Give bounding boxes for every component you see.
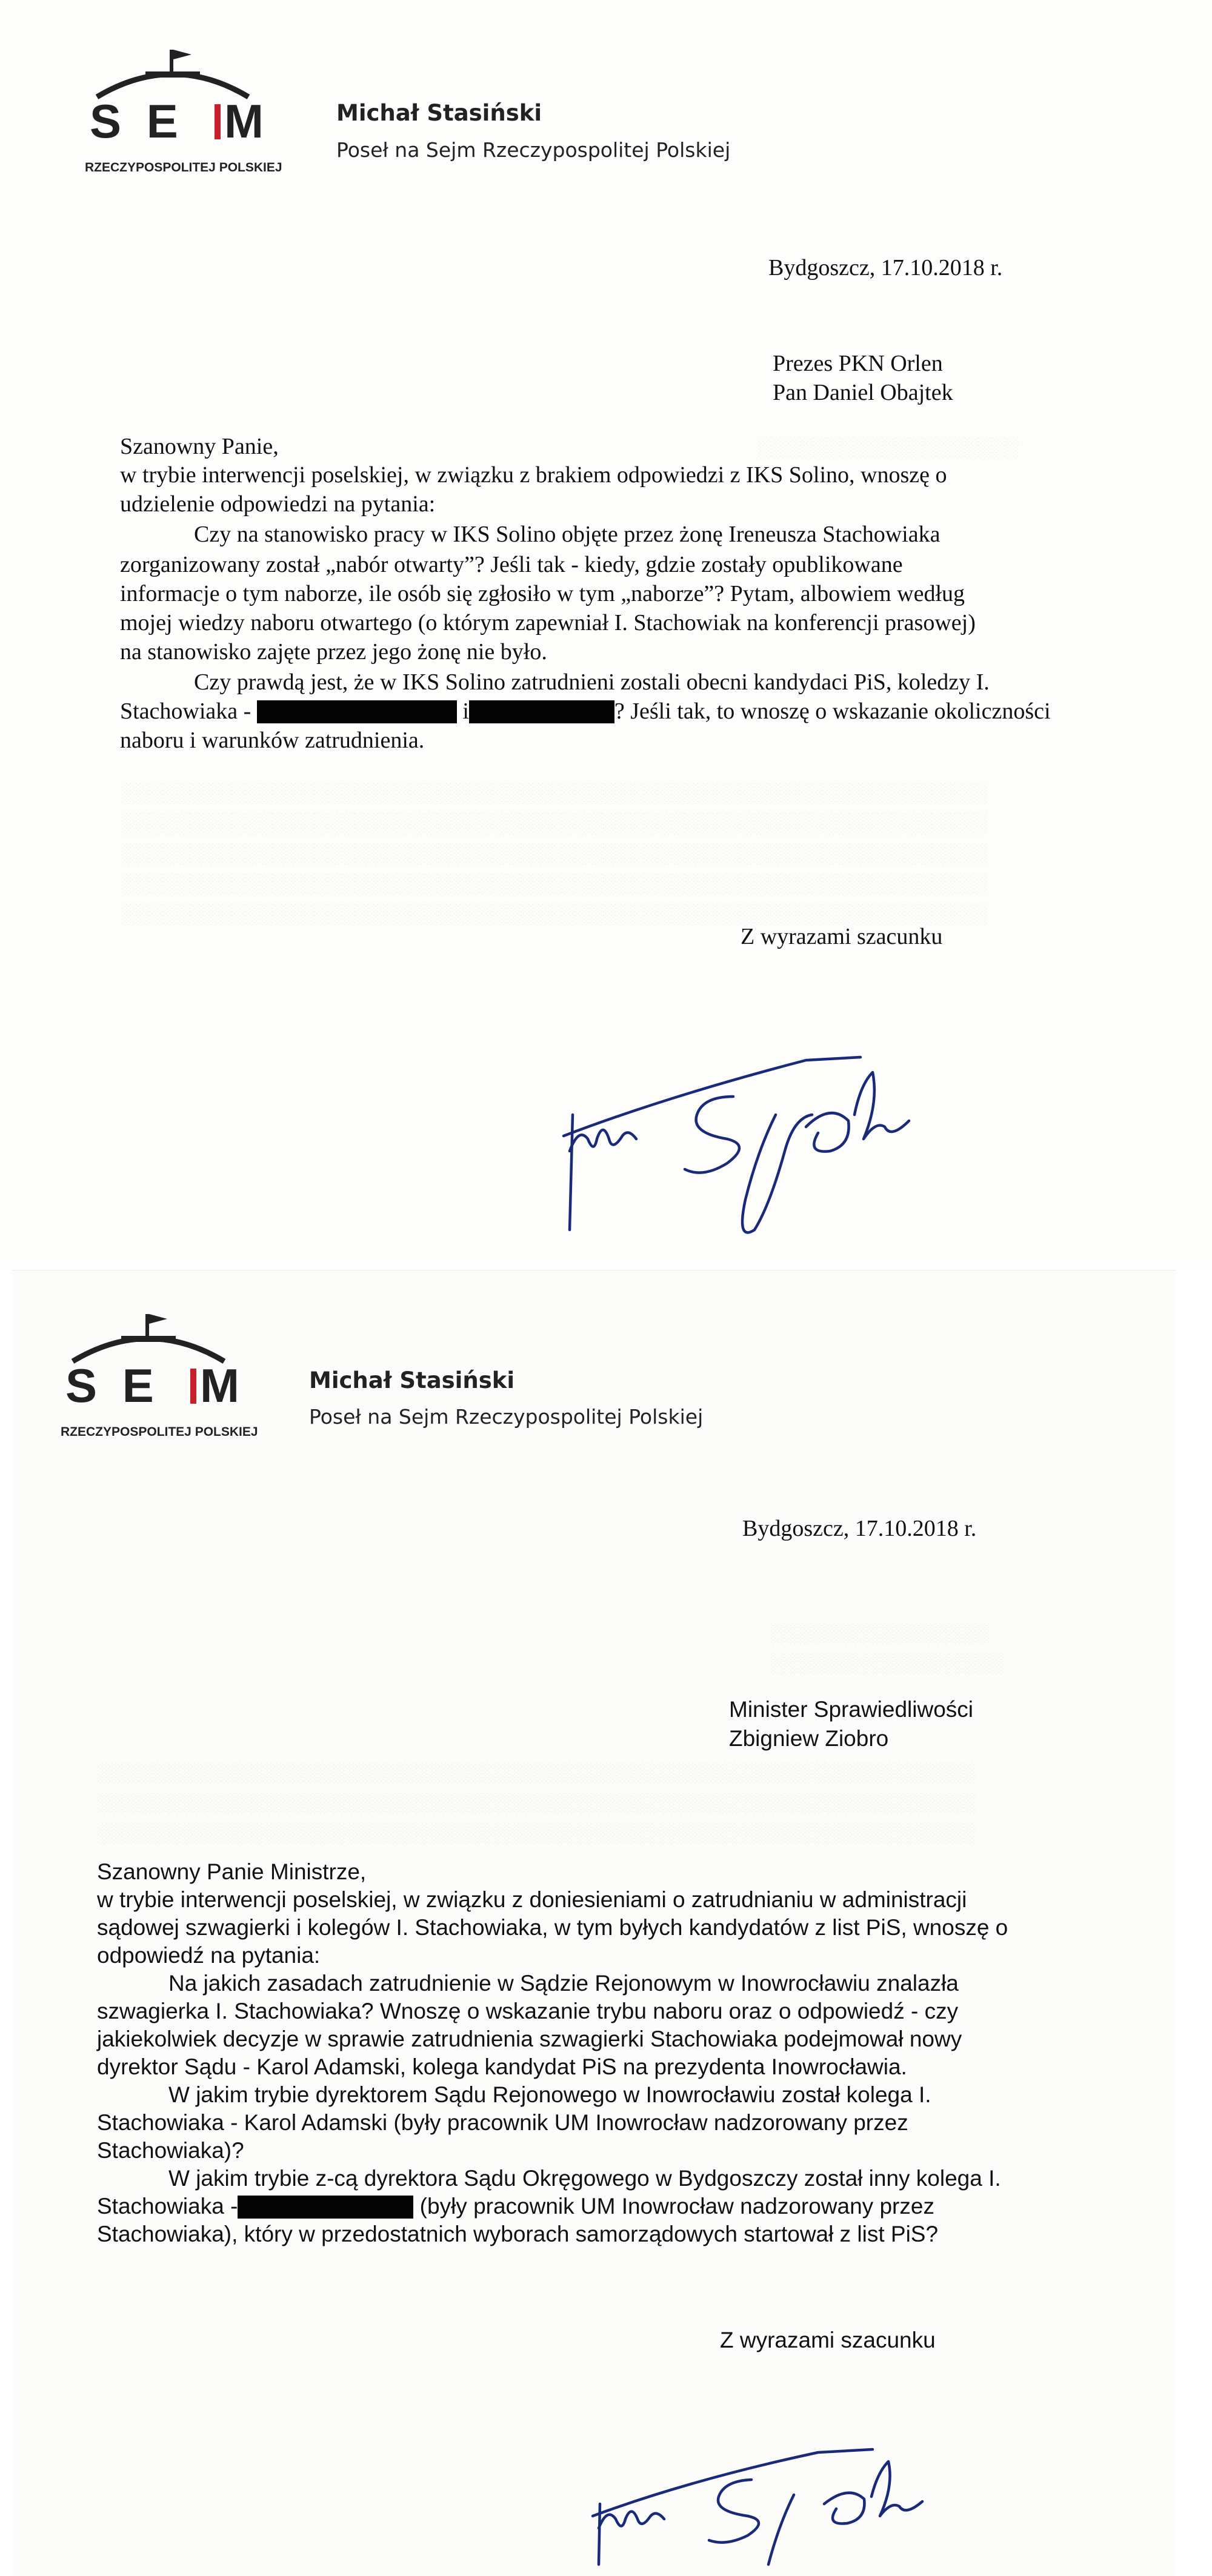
body-line-8: W jakim trybie dyrektorem Sądu Rejonowego w Inowrocławiu został kolega I. [168, 2082, 931, 2107]
body-line-4: Na jakich zasadach zatrudnienie w Sądzie Rejonowym w Inowrocławiu znalazła [168, 1971, 959, 1996]
body-text: Czy na stanowisko pracy w IKS Solino objęte przez żonę Ireneusza Stachowiaka [194, 522, 941, 547]
bleed-through-text: ░░░░░░░░░░░░░░░░░░░░░░░░░░░░░░░░░░░░░░░░░░░░░░░░░░░░░░░░░░░░░░░░ [97, 1791, 976, 1813]
body-line-7: na stanowisko zajęte przez jego żonę nie było. [120, 639, 547, 665]
bleed-through-text: ░░░░░░░░░░░░░░░░░░░░░░░░░░░░░░░░░░░░░░░░░░░░░░░░░░░░░░░░░░░░░░░ [121, 903, 987, 925]
body-line-8 [194, 669, 1109, 695]
closing: Z wyrazami szacunku [741, 924, 943, 949]
logo-wordmark-left: S E [65, 1359, 160, 1412]
bleed-through-text: ░░░░░░░░░░░░░░░░░░░░░░░░░░░░░░░░░░░░░░░░░░░░░░░░░░░░░░░░░░░░░░░ [121, 812, 987, 834]
body-text: i [462, 699, 469, 724]
body-line-13: Stachowiaka), który w przedostatnich wyborach samorządowych startował z list PiS? [97, 2222, 939, 2246]
letter-date: Bydgoszcz, 17.10.2018 r. [742, 1516, 977, 1541]
body-line-9 [120, 698, 1051, 725]
salutation: Szanowny Panie, [120, 434, 279, 459]
bleed-through-text: ░░░░░░░░░░░░░░░░░░░ [758, 436, 1019, 458]
body-line-1 [120, 462, 1109, 488]
signature [576, 2443, 964, 2571]
body-line-5: szwagierka I. Stachowiaka? Wnoszę o wskazanie trybu naboru oraz o odpowiedź - czy [97, 1999, 959, 2023]
recipient-line-1: Prezes PKN Orlen [773, 351, 943, 376]
body-line-3 [194, 521, 1109, 548]
body-line-6 [120, 609, 1109, 636]
body-text: Stachowiaka - [97, 2194, 238, 2219]
body-text: ? Jeśli tak, to wnoszę o wskazanie okoliczności [614, 699, 1051, 724]
sejm-logo [48, 1301, 258, 1446]
body-line-12 [97, 2194, 934, 2219]
bleed-through-text: ░░░░░░░░░░░░░░░░░░░░░░░░░░░░░░░░░░░░░░░░░░░░░░░░░░░░░░░░░░░░░░░░ [97, 1761, 976, 1783]
mp-name: Michał Stasiński [309, 1367, 515, 1393]
body-text: Czy prawdą jest, że w IKS Solino zatrudnieni zostali obecni kandydaci PiS, koledzy I. [194, 669, 990, 695]
body-line-6: jakiekolwiek decyzje w sprawie zatrudnienia szwagierki Stachowiaka podejmował nowy [97, 2027, 962, 2051]
body-line-4 [120, 551, 1109, 578]
body-text: informacje o tym naborze, ile osób się zgłosiło w tym „naborze”? Pytam, albowiem według [120, 581, 965, 606]
bleed-through-text: ░░░░░░░░░░░░░░░░░ [770, 1652, 1004, 1674]
logo-wordmark-right: M [200, 1359, 239, 1412]
bleed-through-text: ░░░░░░░░░░░░░░░░░░░░░░░░░░░░░░░░░░░░░░░░░░░░░░░░░░░░░░░░░░░░░░░ [121, 872, 987, 894]
letter-date: Bydgoszcz, 17.10.2018 r. [768, 255, 1003, 281]
bleed-through-text: ░░░░░░░░░░░░░░░░░░░░░░░░░░░░░░░░░░░░░░░░░░░░░░░░░░░░░░░░░░░░░░░ [121, 782, 987, 803]
body-line-5 [120, 580, 1109, 607]
body-line-1: w trybie interwencji poselskiej, w związku z doniesieniami o zatrudnianiu w administracji [97, 1887, 967, 1912]
bleed-through-text: ░░░░░░░░░░░░░░░░ [770, 1622, 990, 1644]
body-text: zorganizowany został „nabór otwarty”? Jeśli tak - kiedy, gdzie zostały opublikowane [120, 552, 903, 577]
redacted-name [238, 2196, 413, 2219]
bleed-through-text: ░░░░░░░░░░░░░░░░░░░░░░░░░░░░░░░░░░░░░░░░░░░░░░░░░░░░░░░░░░░░░░░░ [97, 1822, 976, 1844]
body-text: Stachowiaka - [120, 699, 251, 724]
bleed-through-text: ░░░░░░░░░░░░░░░░░░░░░░░░░░░░░░░░░░░░░░░░░░░░░░░░░░░░░░░░░░░░░░░ [121, 842, 987, 864]
body-text: mojej wiedzy naboru otwartego (o którym zapewniał I. Stachowiak na konferencji prasowej) [120, 610, 976, 636]
logo-wordmark-left: S E [90, 95, 184, 148]
recipient-line-1: Minister Sprawiedliwości [729, 1697, 974, 1722]
mp-name: Michał Stasiński [336, 100, 542, 126]
closing: Z wyrazami szacunku [720, 2328, 936, 2352]
letter-page-2 [12, 1270, 1176, 2576]
logo-wordmark-right: M [224, 95, 264, 148]
body-line-7: dyrektor Sądu - Karol Adamski, kolega kandydat PiS na prezydenta Inowrocławia. [97, 2054, 907, 2079]
redacted-name-1 [257, 700, 457, 723]
signature [545, 1048, 970, 1254]
logo-caption: RZECZYPOSPOLITEJ POLSKIEJ [61, 1425, 258, 1439]
recipient-line-2: Zbigniew Ziobro [729, 1726, 889, 1751]
mp-title: Poseł na Sejm Rzeczypospolitej Polskiej [309, 1405, 704, 1429]
body-line-2: sądowej szwagierki i kolegów I. Stachowiaka, w tym byłych kandydatów z list PiS, wnoszę o [97, 1915, 1008, 1940]
recipient-line-2: Pan Daniel Obajtek [773, 380, 953, 405]
body-line-3: odpowiedź na pytania: [97, 1943, 321, 1968]
body-text: (były pracownik UM Inowrocław nadzorowany przez [419, 2194, 934, 2219]
body-text: w trybie interwencji poselskiej, w związku z brakiem odpowiedzi z IKS Solino, wnoszę o [120, 462, 947, 488]
mp-title: Poseł na Sejm Rzeczypospolitej Polskiej [336, 138, 731, 162]
body-line-2: udzielenie odpowiedzi na pytania: [120, 491, 436, 517]
salutation: Szanowny Panie Ministrze, [97, 1859, 367, 1884]
sejm-logo [73, 36, 282, 182]
body-line-10: Stachowiaka)? [97, 2138, 244, 2163]
body-line-11: W jakim trybie z-cą dyrektora Sądu Okręgowego w Bydgoszczy został inny kolega I. [168, 2166, 1001, 2191]
redacted-name-2 [469, 700, 614, 723]
body-line-10: naboru i warunków zatrudnienia. [120, 728, 425, 753]
logo-caption: RZECZYPOSPOLITEJ POLSKIEJ [85, 161, 282, 174]
letter-page-1 [0, 0, 1212, 1266]
body-line-9: Stachowiaka - Karol Adamski (były pracownik UM Inowrocław nadzorowany przez [97, 2110, 908, 2135]
